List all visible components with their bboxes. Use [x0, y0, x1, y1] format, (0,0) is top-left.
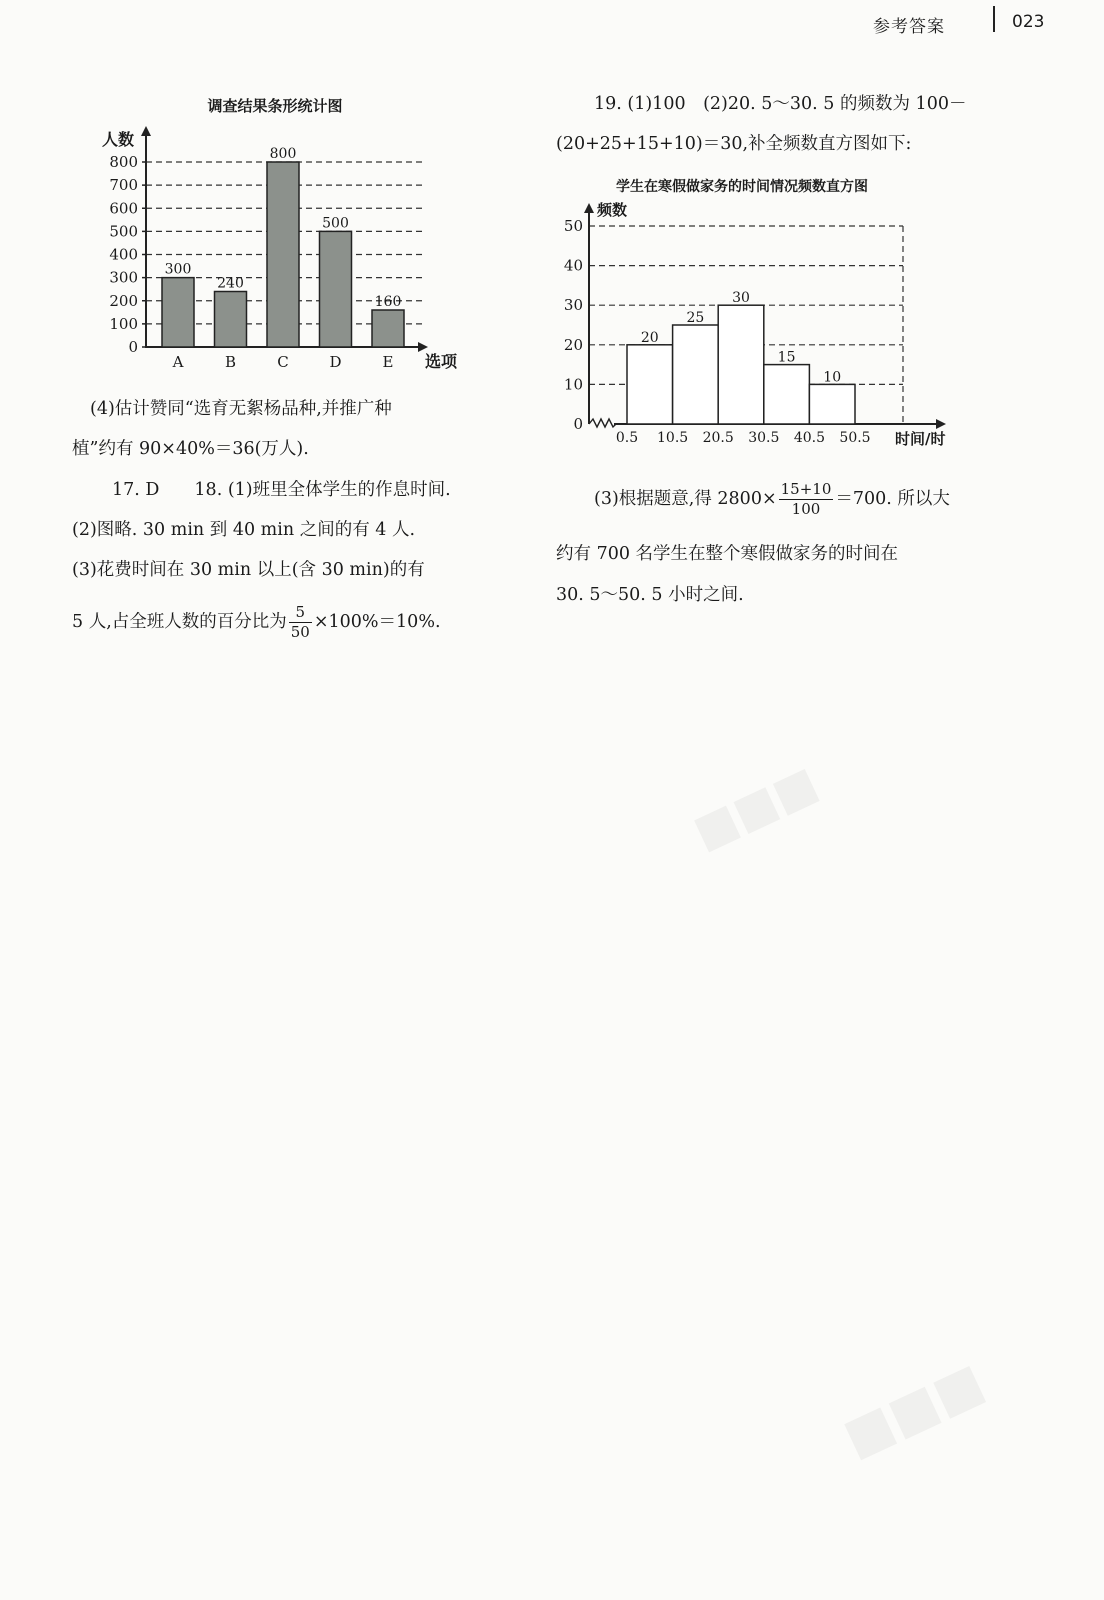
bar-value-label: 20	[640, 329, 659, 346]
x-tick-label: 10.5	[657, 430, 689, 446]
fraction-numerator: 5	[289, 603, 312, 623]
x-tick-label: 50.5	[839, 430, 871, 446]
bar-value-label: 300	[164, 261, 192, 278]
y-tick-label: 50	[563, 217, 583, 235]
y-tick-label: 800	[109, 153, 138, 171]
y-tick-label: 600	[109, 199, 138, 218]
calc-fraction-numerator: 15+10	[780, 480, 832, 498]
histogram-bar	[764, 365, 810, 424]
answer-line-4: (2)图略. 30 min 到 40 min 之间的有 4 人.	[72, 520, 416, 540]
bar-value-label: 240	[217, 275, 244, 292]
y-tick-label: 100	[109, 314, 138, 333]
bar-value-label: 500	[322, 215, 349, 232]
histogram-bar	[673, 325, 719, 424]
histogram-bar	[718, 305, 764, 424]
x-tick-label: 30.5	[748, 430, 780, 446]
bar-value-label: 30	[732, 290, 750, 307]
y-tick-label: 300	[109, 268, 138, 287]
bar-value-label: 15	[777, 349, 796, 366]
answer-19-line-5: 30. 5～50. 5 小时之间.	[556, 585, 744, 605]
calc-fraction-denominator: 100	[791, 500, 821, 518]
y-tick-label: 0	[573, 415, 583, 433]
x-tick-label: 20.5	[702, 430, 734, 446]
answer-line-5: (3)花费时间在 30 min 以上(含 30 min)的有	[72, 560, 425, 580]
answer-19-line-4: 约有 700 名学生在整个寒假做家务的时间在	[556, 544, 899, 564]
page-number: 023	[1012, 12, 1045, 32]
y-tick-label: 400	[109, 245, 138, 264]
bar-value-label: 25	[686, 310, 705, 326]
answer-line-2: 植”约有 90×40%＝36(万人).	[72, 439, 309, 459]
x-axis-label: 时间/时	[895, 430, 946, 448]
x-tick-label: E	[382, 353, 394, 371]
x-tick-label: B	[224, 353, 237, 371]
bar-value-label: 160	[374, 294, 402, 310]
histogram-bar	[627, 345, 673, 424]
y-tick-label: 10	[563, 375, 583, 394]
y-tick-label: 500	[109, 222, 138, 241]
watermark: ■■■	[834, 1351, 994, 1469]
x-tick-label: 40.5	[793, 430, 825, 446]
x-axis-label: 选项	[425, 352, 458, 371]
y-tick-label: 30	[563, 296, 583, 315]
answer-line-3: 17. D 18. (1)班里全体学生的作息时间.	[112, 480, 451, 500]
answer-19-line-1: 19. (1)100 (2)20. 5～30. 5 的频数为 100－	[594, 94, 967, 114]
axis-break-mark	[589, 419, 616, 427]
y-axis-label: 人数	[102, 130, 135, 149]
y-tick-label: 200	[109, 291, 138, 310]
percent-text-after: ×100%＝10%.	[313, 612, 441, 632]
y-axis-arrow	[584, 203, 594, 213]
histogram-bar	[809, 384, 855, 424]
calc-text-before: (3)根据题意,得 2800×	[594, 489, 777, 509]
x-tick-label: A	[172, 353, 184, 371]
answer-line-1: (4)估计赞同“选育无絮杨品种,并推广种	[90, 399, 392, 419]
x-tick-label: 0.5	[615, 430, 639, 446]
y-tick-label: 700	[109, 176, 138, 195]
chart-title: 学生在寒假做家务的时间情况频数直方图	[616, 179, 868, 195]
y-tick-label: 20	[563, 335, 583, 354]
x-tick-label: D	[329, 353, 342, 371]
fraction-denominator: 50	[290, 623, 310, 641]
answer-19-calc-line	[594, 480, 950, 519]
bar-value-label: 800	[269, 146, 297, 162]
y-axis-label: 频数	[597, 201, 628, 219]
y-tick-label: 40	[563, 256, 583, 275]
calc-text-after: ＝700. 所以大	[835, 489, 950, 509]
answer-19-line-2: (20+25+15+10)＝30,补全频数直方图如下:	[556, 134, 912, 154]
calc-fraction	[779, 480, 834, 519]
y-tick-label: 0	[128, 338, 138, 356]
header-section-title: 参考答案	[873, 17, 945, 37]
percent-text-before: 5 人,占全班人数的百分比为	[72, 612, 287, 632]
x-tick-label: C	[277, 353, 289, 371]
chart-title: 调查结果条形统计图	[207, 97, 343, 115]
x-axis-arrow	[936, 419, 946, 429]
watermark: ■■■	[684, 754, 826, 860]
bar-value-label: 10	[823, 369, 842, 386]
